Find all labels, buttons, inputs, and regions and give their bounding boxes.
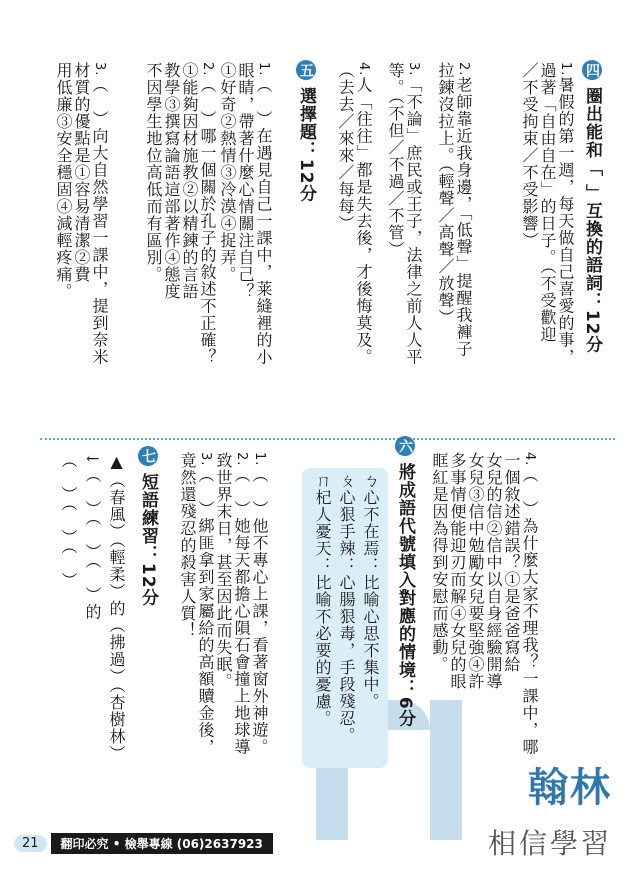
q6 — [178, 452, 268, 755]
section7-title: 七 短語練習：12分 — [138, 446, 158, 607]
q4-1 — [520, 62, 574, 365]
q5-3-line3: 用低廉③安全穩固④減輕疼痛。 — [54, 62, 73, 300]
q5-1-line3: ①好奇②熱情③冷漠④捉弄。 — [218, 62, 237, 283]
section4-badge: 四 — [582, 60, 602, 80]
idiom-1: ㄅ心不在焉：比喻心思不集中。 — [361, 472, 380, 710]
q6-1-line1: 1.（ ）他不專心上課，看著窗外神遊。 — [250, 452, 269, 756]
q6-3-line1: 3.（ ）綁匪拿到家屬給的高額贖金後， — [196, 452, 215, 756]
footer — [14, 833, 273, 853]
q4b-line1: 4.（ ）為什麼大家不理我？一課中，哪 — [520, 452, 539, 756]
q4-2-line2: 拉鍊沒拉上。（輕聲／高聲／放聲） — [436, 62, 455, 326]
section7-badge: 七 — [138, 446, 158, 466]
q6-2-line2: 致世界末日，甚至因此而失眠。 — [214, 452, 233, 690]
q4b-line5: 多事情便能迎刃而解④女兒的眼 — [448, 452, 467, 690]
section5-badge: 五 — [296, 60, 316, 80]
idiom-3: ㄇ杞人憂天：比喻不必要的憂慮。 — [313, 472, 332, 727]
q4b-line3: 女兒的信②信中以自身經驗開導 — [484, 452, 503, 690]
q4-1-line1: 1.暑假的第一週，每天做自己喜愛的事， — [556, 62, 575, 366]
q6-3-line2: 竟然還殘忍的殺害人質！ — [178, 452, 197, 639]
q4-2 — [436, 62, 472, 357]
q4b-line2: 一個敘述錯誤？①是爸爸寫給 — [502, 452, 521, 673]
idiom-2: ㄆ心狠手辣：心腸狠毒，手段殘忍。 — [337, 472, 356, 744]
q4-4-line2: （去去／來來／每每） — [336, 62, 355, 232]
q5-2 — [144, 62, 216, 365]
q5-3 — [54, 62, 108, 365]
q5-2-line1: 2.（ ）哪一個關於孔子的敘述不正確？ — [198, 62, 217, 366]
q7 — [56, 452, 128, 762]
q4-2-line1: 2.老師靠近我身邊，「低聲」提醒我褲子 — [454, 62, 473, 358]
q4-4-line1: 4.人「往往」都是失去後，才後悔莫及。 — [354, 62, 373, 366]
q5-1-line1: 1.（ ）在遇見自己一課中，莱縫裡的小 — [254, 62, 273, 366]
q4b-line4: 女兒③信中勉勵女兒要堅強④許 — [466, 452, 485, 690]
q5-3-line2: 材質的優點是①容易清潔②費 — [72, 62, 91, 283]
q7-line3: （ ）（ ）（ ） — [59, 452, 78, 589]
q4-1-line2: 過著「自由自在」的日子。（不受歡迎 — [538, 62, 557, 343]
q4b-line6: 眶紅是因為得到安慰而感動。 — [430, 452, 449, 673]
q7-line2: ↓（ ）（ ）（ ）的 — [83, 452, 102, 621]
logo-slogan: 相信學習 — [487, 827, 612, 860]
section6-badge: 六 — [395, 436, 415, 456]
q6-2-line1: 2.（ ）她每天都擔心隕石會撞上地球導 — [232, 452, 251, 756]
q5-1-line2: 眼睛，帶著什麼心情關注自己？ — [236, 62, 255, 300]
q4-1-line3: ／不受拘束／不受影響） — [520, 62, 539, 249]
logo-mark: 翰林 — [528, 765, 612, 811]
q4-3-line1: 3.「不論」庶民或王子，法律之前人人平 — [404, 62, 423, 366]
section-divider — [40, 438, 615, 440]
section4-title: 四 圈出能和「 」互換的語詞：12分 — [582, 60, 602, 354]
q5-2-line2: ①能夠因材施教②以精鍊的言語 — [180, 62, 199, 300]
q4-3-line2: 等。（不但／不過／不管） — [386, 62, 405, 258]
publisher-logo — [472, 756, 622, 866]
page-number: 21 — [14, 835, 47, 852]
copyright-notice: 翻印必究 • 檢舉專線 (06)2637923 — [51, 833, 273, 854]
q4-4 — [336, 62, 372, 365]
q4-3 — [386, 62, 422, 365]
q5-1 — [218, 62, 272, 365]
section6-title: 六 將成語代號填入對應的情境：6分 — [395, 436, 415, 728]
q5-2-line3: 教學③撰寫論語這部著作④態度 — [162, 62, 181, 300]
q4b — [430, 452, 538, 755]
section5-title: 五 選擇題：12分 — [296, 60, 316, 203]
q7-line1: ▲（春風）（輕柔）的（拂過）（杏樹林） — [107, 452, 126, 762]
idiom-list — [310, 472, 382, 744]
q5-3-line1: 3.（ ）向大自然學習一課中，提到奈米 — [90, 62, 109, 366]
q5-2-line4: 不因學生地位高低而有區別。 — [144, 62, 163, 283]
